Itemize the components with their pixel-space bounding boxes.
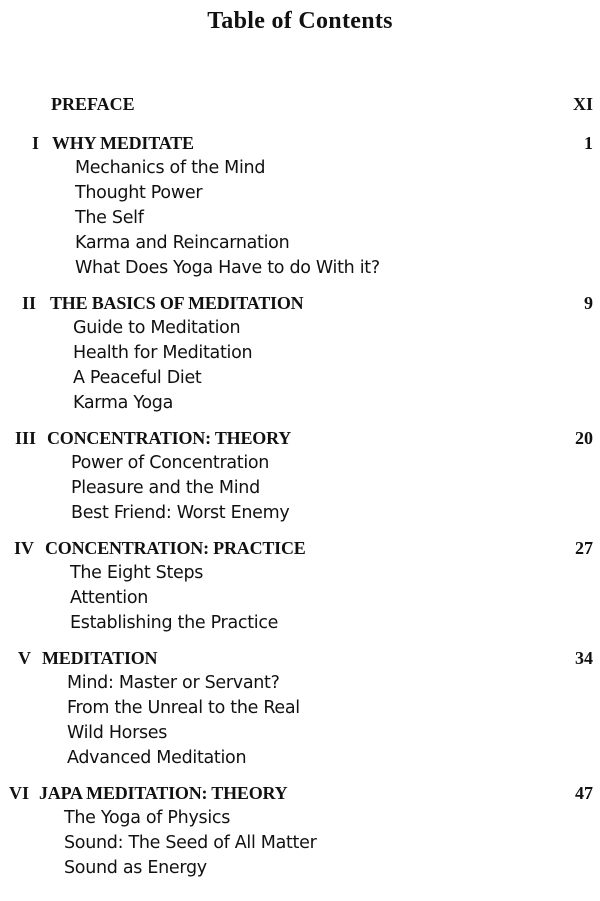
chapter-title: WHY MEDITATE (52, 133, 194, 153)
chapter-page-number: 9 (584, 293, 593, 313)
section-item: The Self (75, 208, 144, 228)
section-item: Power of Concentration (71, 453, 270, 473)
chapter-entry (0, 646, 600, 771)
section-item: Pleasure and the Mind (71, 478, 260, 498)
chapter-page-number: 20 (575, 428, 593, 448)
chapter-entry (0, 131, 600, 281)
chapter-numeral: V (18, 648, 31, 668)
chapter-title: MEDITATION (42, 648, 158, 668)
section-item: Thought Power (75, 183, 203, 203)
section-item: Karma Yoga (73, 393, 174, 413)
chapter-entry (0, 536, 600, 636)
table-of-contents (0, 92, 600, 891)
section-item: The Yoga of Physics (64, 808, 231, 828)
chapter-heading-row (0, 131, 600, 156)
chapter-numeral: IV (13, 538, 34, 558)
chapter-heading-row (0, 291, 600, 316)
chapter-page-number: 27 (575, 538, 593, 558)
preface-label: PREFACE (51, 94, 135, 114)
chapter-title: JAPA MEDITATION: THEORY (39, 783, 288, 803)
chapter-page-number: 34 (575, 648, 593, 668)
section-item: Attention (70, 588, 149, 608)
section-item: Health for Meditation (73, 343, 253, 363)
section-item: From the Unreal to the Real (67, 698, 300, 718)
chapter-numeral: III (14, 428, 36, 448)
section-item: Best Friend: Worst Enemy (71, 503, 290, 523)
section-item: Mechanics of the Mind (75, 158, 266, 178)
section-list (0, 561, 600, 636)
preface-page-number: XI (572, 94, 593, 114)
section-item: Wild Horses (67, 723, 168, 743)
chapter-numeral: I (31, 133, 39, 153)
chapter-entry (0, 781, 600, 881)
section-item: Mind: Master or Servant? (67, 673, 280, 693)
chapter-page-number: 1 (584, 133, 593, 153)
section-item: The Eight Steps (70, 563, 204, 583)
chapter-heading-row (0, 646, 600, 671)
chapter-heading-row (0, 426, 600, 451)
chapter-heading-row (0, 781, 600, 806)
section-item: What Does Yoga Have to do With it? (75, 258, 380, 278)
section-list (0, 316, 600, 416)
section-list (0, 451, 600, 526)
chapter-heading-row (0, 536, 600, 561)
section-item: Sound: The Seed of All Matter (64, 833, 317, 853)
chapter-entry (0, 426, 600, 526)
chapter-title: CONCENTRATION: PRACTICE (45, 538, 306, 558)
section-item: Karma and Reincarnation (75, 233, 290, 253)
page-title: Table of Contents (207, 8, 393, 34)
chapter-numeral: II (21, 293, 36, 313)
section-list (0, 806, 600, 881)
section-item: Establishing the Practice (70, 613, 279, 633)
section-item: A Peaceful Diet (73, 368, 202, 388)
chapter-entry (0, 291, 600, 416)
section-item: Guide to Meditation (73, 318, 241, 338)
toc-entry-preface (0, 92, 600, 117)
section-list (0, 156, 600, 281)
chapter-numeral: VI (8, 783, 29, 803)
section-item: Advanced Meditation (67, 748, 247, 768)
chapter-page-number: 47 (575, 783, 593, 803)
section-item: Sound as Energy (64, 858, 207, 878)
chapter-title: CONCENTRATION: THEORY (47, 428, 292, 448)
section-list (0, 671, 600, 771)
chapter-title: THE BASICS OF MEDITATION (50, 293, 304, 313)
